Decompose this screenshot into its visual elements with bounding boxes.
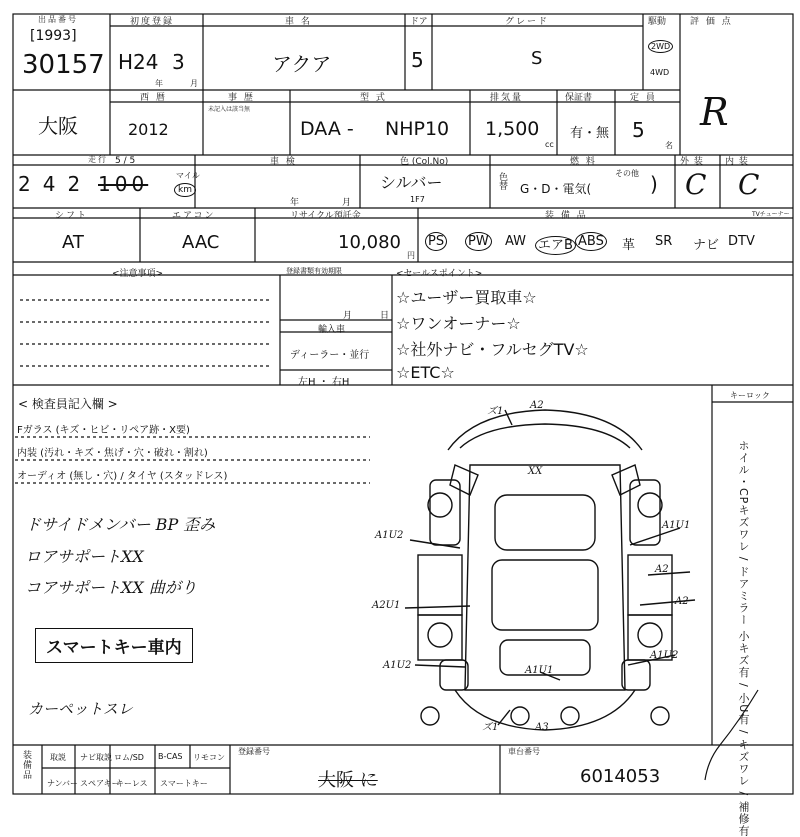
seats-label: 定 員 xyxy=(630,93,657,103)
score-label: 評 価 点 xyxy=(690,17,733,27)
recycle-unit: 円 xyxy=(407,251,415,260)
recycle-label: リサイクル預託金 xyxy=(290,211,361,221)
fuel-label: 燃 料 xyxy=(570,157,597,167)
equip-sr: SR xyxy=(655,234,673,249)
sales-label: <セールスポイント> xyxy=(396,269,483,279)
handle: 左H ・ 右H xyxy=(298,377,350,388)
chassis-label: 車台番号 xyxy=(508,747,540,756)
equip-leather: 革 xyxy=(622,238,636,253)
footer-item-rom: ロム/SD xyxy=(114,753,144,762)
import-dealer: ディーラー・並行 xyxy=(290,350,370,361)
inspector-title: < 検査員記入欄 > xyxy=(18,397,118,411)
year-code: [1993] xyxy=(30,28,77,44)
inspector-glass: Fガラス (キズ・ヒビ・リペア跡・X要) xyxy=(17,425,190,436)
sales-point-3: ☆社外ナビ・フルセグTV☆ xyxy=(396,340,589,359)
fuel: G・D・電気( xyxy=(520,182,592,196)
tuner-label: TVチューナー xyxy=(752,211,790,218)
footer-label: 装備品 xyxy=(21,750,31,780)
model-year-label: 西 暦 xyxy=(140,93,167,103)
carpet-note: カーペットスレ xyxy=(28,700,133,718)
reg-month: 3 xyxy=(172,50,185,74)
exterior-label: 外 装 xyxy=(680,157,704,167)
mark-right-rear: A1U2 xyxy=(650,650,679,661)
inspector-interior: 内装 (汚れ・キズ・焦げ・穴・破れ・割れ) xyxy=(17,448,208,459)
mileage-digits: 242 xyxy=(18,172,93,196)
right-front-wheel xyxy=(638,493,662,517)
ac-label: エアコン xyxy=(172,211,216,221)
history-sub: 未記入は該当無 xyxy=(208,106,251,113)
fuel-other: その他 xyxy=(615,169,639,178)
left-rear-door xyxy=(418,615,462,660)
footer-item-spare-key: スペアキー xyxy=(80,779,120,788)
type-prefix: DAA - xyxy=(300,118,354,140)
car-name-label: 車 名 xyxy=(285,17,312,27)
caution-label: <注意事項> xyxy=(112,269,164,279)
seats-unit: 名 xyxy=(665,141,673,150)
sales-point-2: ☆ワンオーナー☆ xyxy=(396,314,521,333)
footer-item-remote: リモコン xyxy=(193,753,225,762)
color-label: 色 (Col.No) xyxy=(400,157,449,167)
footer-item-smart-key: スマートキー xyxy=(160,779,208,788)
equip-abs: ABS xyxy=(575,234,607,249)
roof xyxy=(492,560,598,630)
history-label: 事 歴 xyxy=(228,93,255,103)
color-code: 1F7 xyxy=(410,195,425,204)
car-name: アクア xyxy=(272,52,332,76)
front-bumper-outline xyxy=(448,410,642,450)
mileage-mile: マイル xyxy=(176,171,200,180)
equipment-label: 装 備 品 xyxy=(545,211,588,221)
exterior: C xyxy=(685,168,707,201)
ac: AAC xyxy=(182,232,220,253)
sales-point-4: ☆ETC☆ xyxy=(396,363,455,382)
cc-label: 排気量 xyxy=(490,93,524,103)
mark-rear-left: ズ1 xyxy=(482,722,499,733)
windshield xyxy=(495,495,595,550)
footer-item-plate: ナンバー xyxy=(47,779,79,788)
doors: 5 xyxy=(411,48,424,72)
mark-right-front: A1U1 xyxy=(662,520,691,531)
seats: 5 xyxy=(632,118,645,142)
type-label: 型 式 xyxy=(360,93,387,103)
cc-unit: cc xyxy=(545,140,554,149)
drive-4wd: 4WD xyxy=(650,68,670,77)
equip-navi: ナビ xyxy=(693,238,720,253)
equip-pw: PW xyxy=(465,234,492,249)
inspector-audio: オーディオ (無し・穴) / タイヤ (スタッドレス) xyxy=(17,471,228,482)
mark-right-fender: A2 xyxy=(675,596,689,607)
mark-rear-bottom: A3 xyxy=(535,722,549,733)
equip-dtv: DTV xyxy=(728,234,755,249)
left-front-wheel xyxy=(428,493,452,517)
doors-label: ドア xyxy=(410,17,428,27)
mark-roof-rear: A1U1 xyxy=(525,665,554,676)
interior-label: 内 装 xyxy=(725,157,749,167)
footer-item-bcas: B-CAS xyxy=(158,752,183,761)
grade: S xyxy=(531,48,543,69)
color: シルバー xyxy=(380,173,443,192)
venue-label: 出品番号 xyxy=(38,15,78,24)
plate: 大阪 に xyxy=(318,770,378,791)
inspect-label: 車 検 xyxy=(270,157,297,167)
right-rear-wheel xyxy=(638,623,662,647)
inspect-month: 月 xyxy=(342,198,352,208)
equip-airbag: エアB xyxy=(535,234,576,253)
inspect-year: 年 xyxy=(290,198,300,208)
mark-hood: XX xyxy=(528,466,543,477)
key-lock-label: キーロック xyxy=(730,391,770,400)
drive-2wd: 2WD xyxy=(648,40,673,53)
lot-number: 30157 xyxy=(22,50,105,80)
mark-left-rear: A1U2 xyxy=(383,660,412,671)
mark-front-left: ズ1 xyxy=(487,406,504,417)
mark-right-mid: A2 xyxy=(655,564,669,575)
shift: AT xyxy=(62,232,84,253)
side-note: ホイル・CPキズワレ / ドアミラー 小キズ有 / 小U有 / キズワレ / 補修有 xyxy=(737,440,750,837)
mark-left-front: A1U2 xyxy=(375,530,404,541)
shift-label: シフト xyxy=(55,211,89,221)
equip-aw: AW xyxy=(505,234,527,249)
registration-day: 日 xyxy=(380,311,390,321)
grade-label: グレード xyxy=(505,17,550,27)
reg-year-unit: 年 xyxy=(155,79,163,88)
mileage-label: 走行 xyxy=(88,155,108,164)
car-body-outline xyxy=(465,465,625,690)
left-rear-wheel xyxy=(428,623,452,647)
warranty-label: 保証書 xyxy=(565,93,593,103)
mileage-struck: 100 xyxy=(98,172,149,196)
recycle: 10,080 xyxy=(338,232,401,253)
mileage-unit: km xyxy=(174,183,196,197)
mileage-note: 5 / 5 xyxy=(115,156,136,166)
drive-label: 駆動 xyxy=(648,17,667,27)
reg-era: H24 xyxy=(118,50,159,74)
right-front-fender xyxy=(630,480,660,545)
interior: C xyxy=(738,168,760,201)
sales-point-1: ☆ユーザー買取車☆ xyxy=(396,288,537,307)
hand-note-3: コアサポートXX 曲がり xyxy=(25,578,197,597)
mark-front-top: A2 xyxy=(530,400,544,411)
import-label: 輸入車 xyxy=(318,325,346,335)
reg-label: 初度登録 xyxy=(130,17,175,27)
footer-item-manual: 取説 xyxy=(50,753,66,762)
color-change: 色替 xyxy=(497,172,507,190)
plate-label: 登録番号 xyxy=(238,747,270,756)
smart-key-stamp: スマートキー車内 xyxy=(35,628,193,663)
registration-month: 月 xyxy=(343,311,353,321)
warranty: 有・無 xyxy=(570,126,610,141)
footer-item-keyless: キーレス xyxy=(116,779,148,788)
left-front-fender xyxy=(430,480,460,545)
type-code: NHP10 xyxy=(385,118,450,140)
hand-note-2: ロアサポートXX xyxy=(25,547,144,566)
reg-month-unit: 月 xyxy=(190,79,198,88)
mark-left-mid: A2U1 xyxy=(372,600,401,611)
equip-ps: PS xyxy=(425,234,447,249)
cc: 1,500 xyxy=(485,118,540,140)
region: 大阪 xyxy=(38,114,78,138)
hand-note-1: ドサイドメンバー BP 歪み xyxy=(25,515,216,534)
chassis: 6014053 xyxy=(580,766,661,787)
registration-label: 登録書類有効期限 xyxy=(286,267,342,275)
model-year: 2012 xyxy=(128,120,169,139)
footer-item-navi-manual: ナビ取説 xyxy=(80,753,112,762)
fuel-close: ) xyxy=(650,172,658,196)
score: R xyxy=(700,90,729,134)
